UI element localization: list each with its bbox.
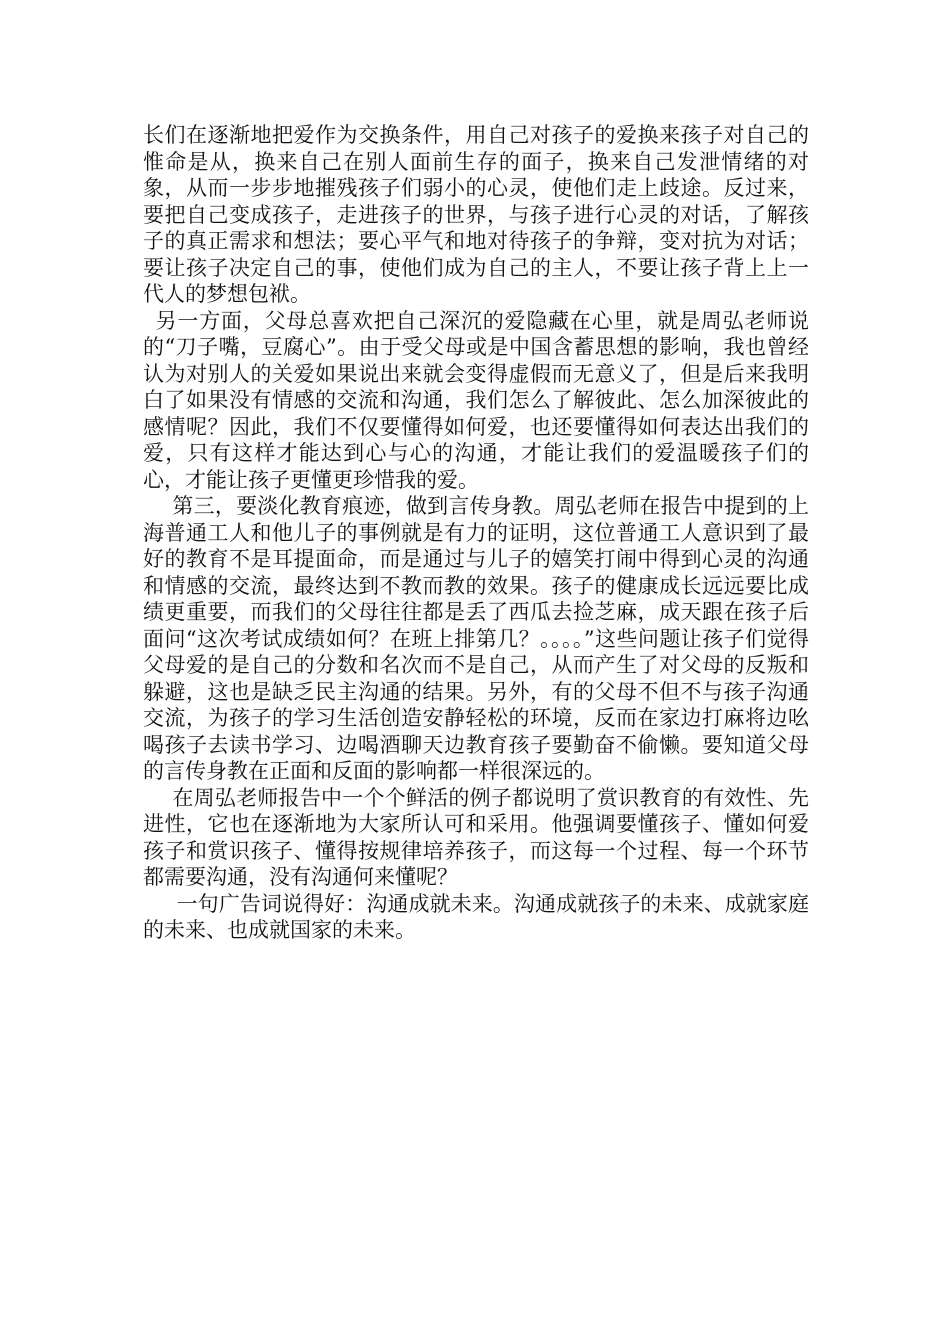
paragraph-4: 在周弘老师报告中一个个鲜活的例子都说明了赏识教育的有效性、先进性，它也在逐渐地为大家所认可和采用。他强调要懂孩子、懂如何爱孩子和赏识孩子、懂得按规律培养孩子，而这每一个过程、每一个环节都需要沟通，没有沟通何来懂呢？ <box>143 785 809 889</box>
document-body <box>143 122 809 944</box>
paragraph-3: 第三，要淡化教育痕迹，做到言传身教。周弘老师在报告中提到的上海普通工人和他儿子的事例就是有力的证明，这位普通工人意识到了最好的教育不是耳提面命，而是通过与儿子的嬉笑打闹中得到心灵的沟通和情感的交流，最终达到不教而教的效果。孩子的健康成长远远要比成绩更重要，而我们的父母往往都是丢了西瓜去捡芝麻，成天跟在孩子后面问“这次考试成绩如何？在班上排第几？。。。。”这些问题让孩子们觉得父母爱的是自己的分数和名次而不是自己，从而产生了对父母的反叛和躲避，这也是缺乏民主沟通的结果。另外，有的父母不但不与孩子沟通交流，为孩子的学习生活创造安静轻松的环境，反而在家边打麻将边吆喝孩子去读书学习、边喝酒聊天边教育孩子要勤奋不偷懒。要知道父母的言传身教在正面和反面的影响都一样很深远的。 <box>143 494 809 783</box>
paragraph-5: 一句广告词说得好：沟通成就未来。沟通成就孩子的未来、成就家庭的未来、也成就国家的未来。 <box>143 891 809 942</box>
paragraph-2: 另一方面，父母总喜欢把自己深沉的爱隐藏在心里，就是周弘老师说的“刀子嘴，豆腐心”。由于受父母或是中国含蓄思想的影响，我也曾经认为对别人的关爱如果说出来就会变得虚假而无意义了，但是后来我明白了如果没有情感的交流和沟通，我们怎么了解彼此、怎么加深彼此的感情呢？因此，我们不仅要懂得如何爱，也还要懂得如何表达出我们的爱，只有这样才能达到心与心的沟通，才能让我们的爱温暖孩子们的心，才能让孩子更懂更珍惜我的爱。 <box>143 308 809 492</box>
paragraph-1: 长们在逐渐地把爱作为交换条件，用自己对孩子的爱换来孩子对自己的惟命是从，换来自己在别人面前生存的面子，换来自己发泄情绪的对象，从而一步步地摧残孩子们弱小的心灵，使他们走上歧途。反过来，要把自己变成孩子，走进孩子的世界，与孩子进行心灵的对话，了解孩子的真正需求和想法；要心平气和地对待孩子的争辩，变对抗为对话；要让孩子决定自己的事，使他们成为自己的主人，不要让孩子背上上一代人的梦想包袱。 <box>143 123 809 306</box>
